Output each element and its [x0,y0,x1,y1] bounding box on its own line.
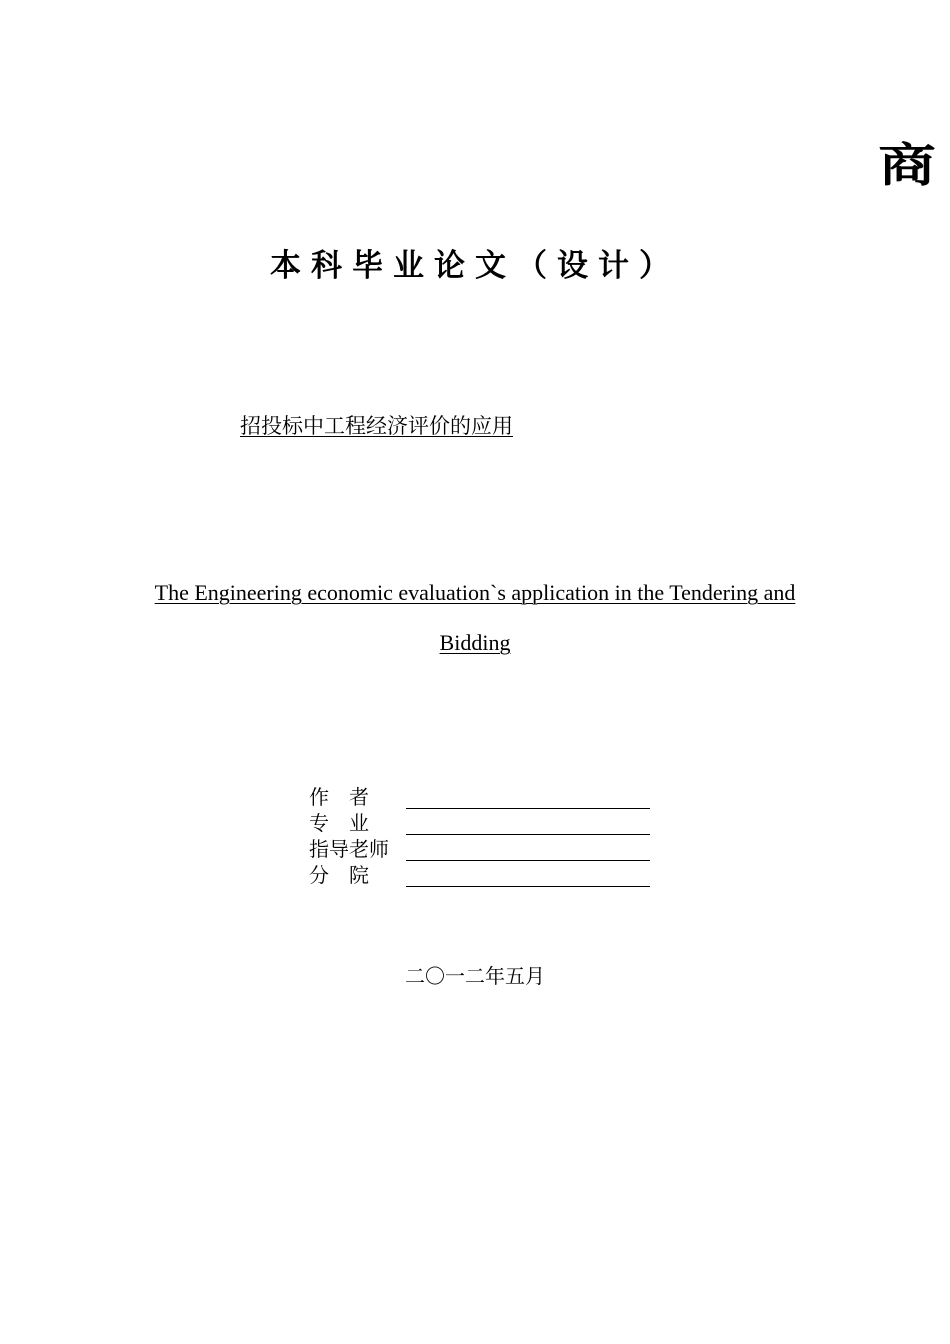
thesis-title-chinese: 招投标中工程经济评价的应用 [240,414,513,438]
college-field [406,862,650,886]
university-logo: 商 [878,138,936,192]
document-type-title: 本科毕业论文（设计） [270,248,680,284]
info-row-author [309,784,659,810]
major-label: 专 业 [309,811,369,835]
info-row-major [309,810,659,836]
submission-date: 二〇一二年五月 [405,964,545,988]
info-row-advisor [309,836,659,862]
college-label: 分 院 [309,863,369,887]
thesis-title-english-text: The Engineering economic evaluation`s application in the Tendering and Bidding [154,580,796,655]
author-label: 作 者 [309,785,369,809]
major-underline [406,834,650,835]
college-underline [406,886,650,887]
author-info-block [309,784,659,888]
info-row-college [309,862,659,888]
author-field [406,784,650,808]
author-underline [406,808,650,809]
major-field [406,810,650,834]
advisor-field [406,836,650,860]
advisor-underline [406,860,650,861]
thesis-title-english [120,568,830,668]
advisor-label: 指导老师 [309,837,389,861]
